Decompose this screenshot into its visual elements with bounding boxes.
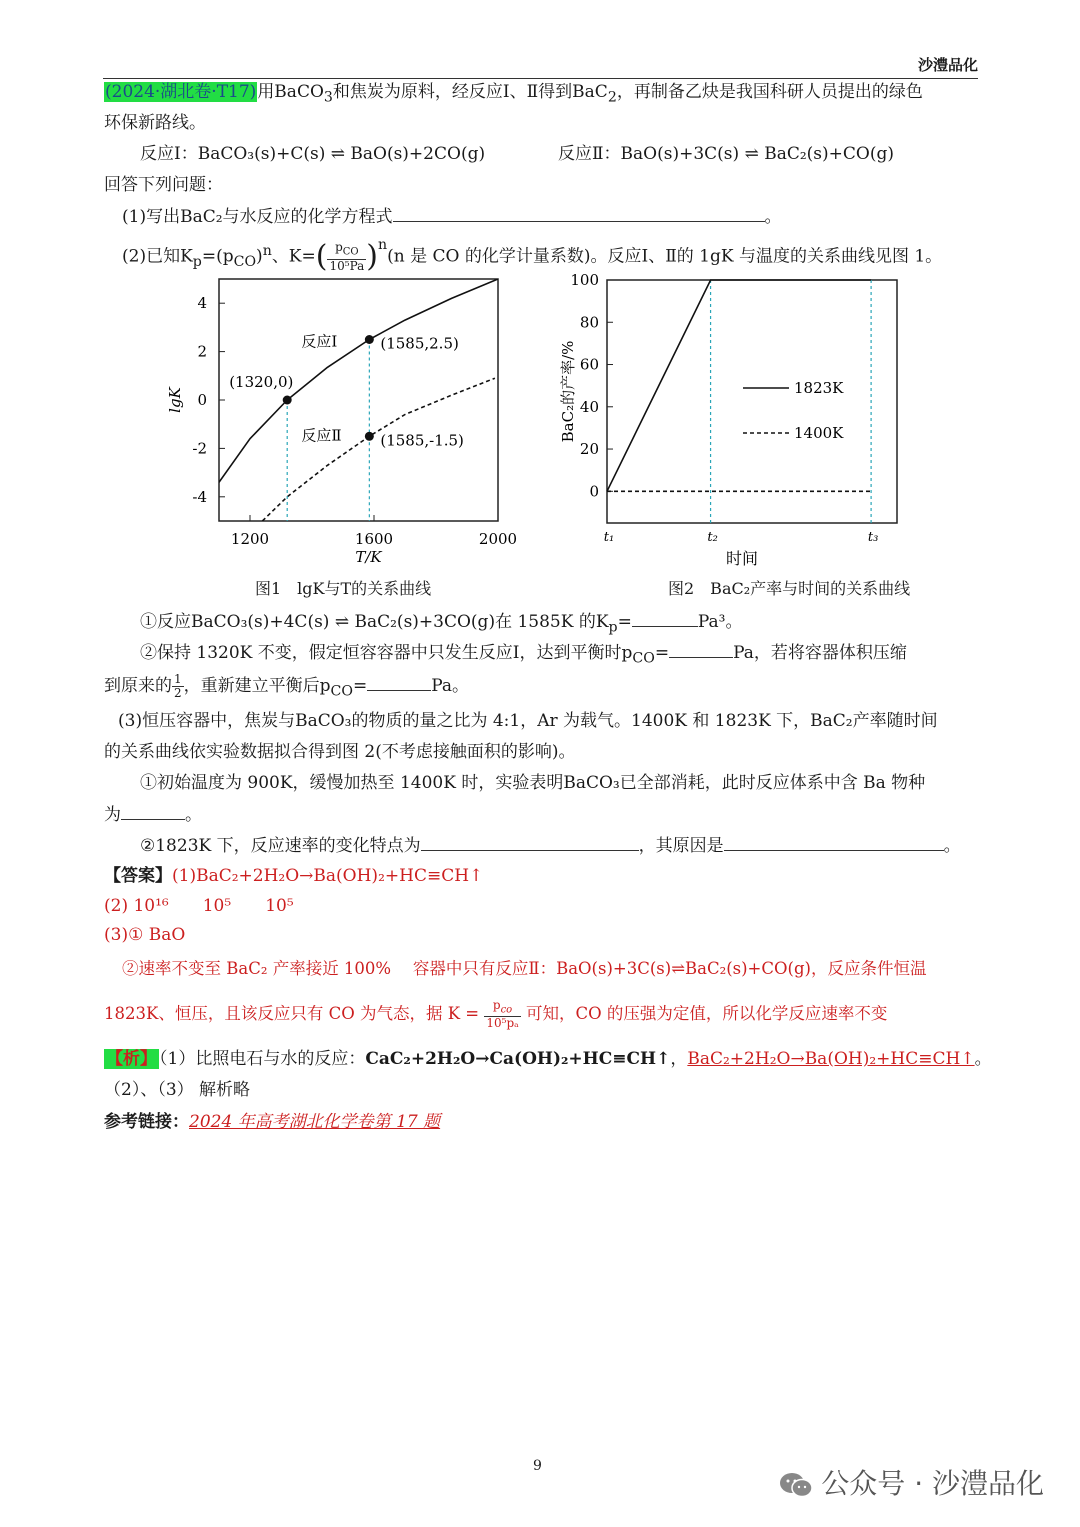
answer-blank-q3-1[interactable] [121,801,185,820]
intro-text-1: 用BaCO [257,82,324,102]
q2-1-text: ①反应BaCO₃(s)+4C(s) ⇌ BaC₂(s)+3CO(g)在 1585K 的K [140,612,609,632]
series-line-1 [262,378,495,521]
q2-text-c: ) [256,246,263,267]
y-tick-label: 40 [579,397,599,416]
analysis-line-1 [104,1046,992,1072]
question-2-2: ②保持 1320K 不变，假定恒容容器中只发生反应Ⅰ，达到平衡时$p_{CO}= Pa$，若将容器体积压缩 [140,639,907,671]
q3-2-text-a: ②1823K 下，反应速率的变化特点为 [140,836,421,856]
answer-blank-q2-1[interactable] [632,608,698,627]
problem-intro-line2: 环保新路线。 [104,113,206,133]
y-axis-label: lgK [166,387,184,413]
answer-3-2-text-b: 可知，CO 的压强为定值，所以化学反应速率不变 [526,1004,888,1023]
answer-prompt: 回答下列问题： [104,175,223,195]
analysis-separator: ， [670,1049,688,1069]
q3-2-end: 。 [943,836,961,856]
x-axis-label: T/K [355,548,382,566]
answer-label: 【答案】 [104,866,172,886]
answer-3-1: (3)① BaO [104,925,186,945]
problem-intro-line1: (2024·湖北卷·T17)用BaCO$_3$和焦炭为原料，经反应Ⅰ、Ⅱ得到BaC$_2$，再制备乙炔是我国科研人员提出的绿色 [105,82,923,106]
question-3-line2: 的关系曲线依实验数据拟合得到图 2(不考虑接触面积的影响)。 [104,742,576,762]
answer-3-2-line1: ②速率不变至 BaC₂ 产率接近 100% 容器中只有反应Ⅱ：BaO(s)+3C(s)⇌BaC₂(s)+CO(g)，反应条件恒温 [122,959,927,978]
legend-label-1400k: 1400K [794,424,844,442]
analysis-equation-2: BaC₂+2H₂O→Ba(OH)₂+HC≡CH↑ [687,1049,975,1069]
question-1-end: 。 [764,207,782,227]
q2-text-e: (n 是 CO 的化学计量系数)。反应Ⅰ、Ⅱ的 1gK 与温度的关系曲线见图 1。 [387,246,943,267]
watermark [779,1462,1044,1502]
x-tick-label: 1600 [354,530,394,548]
answer-blank-q2-2b[interactable] [367,672,431,691]
y-tick-label: 2 [197,342,207,361]
question-1-text: (1)写出BaC₂与水反应的化学方程式 [122,207,393,227]
analysis-equation: CaC₂+2H₂O→Ca(OH)₂+HC≡CH↑ [365,1049,671,1069]
y-tick-label: 0 [197,391,207,409]
q2-2-text-d: ，重新建立平衡后p [183,676,331,696]
figure-2-caption: 图2 BaC₂产率与时间的关系曲线 [668,579,911,598]
watermark-text: 公众号 · 沙澧品化 [821,1467,1044,1500]
reference-label: 参考链接： [104,1112,189,1132]
point-label-1585-2.5: (1585,2.5) [380,334,459,353]
point-label-1320: (1320,0) [229,373,294,391]
answer-blank-q1[interactable] [393,203,765,222]
analysis-label: 【析】 [106,1049,157,1069]
q2-text-b: =(p [201,246,234,267]
question-3-1-cont [104,801,202,828]
answer-3-2-line2: 1823K、恒压，且该反应只有 CO 为气态，据 K = $\frac{p_{co}}{\text{10⁵pₐ}}$ 可知，CO 的压强为定值，所以化学反应速率不变 [104,997,888,1031]
q2-1-end: Pa³。 [697,612,743,632]
q2-text-a: (2)已知K [122,246,193,267]
question-3-line1: (3)恒压容器中，焦炭与BaCO₃的物质的量之比为 4:1，Ar 为载气。1400K 和 1823K 下，BaC₂产率随时间 [118,711,938,731]
data-point-0 [283,396,292,405]
answer-blank-q3-2b[interactable] [724,832,944,851]
x-tick-label: t₁ [603,530,615,545]
question-1 [122,203,782,230]
question-2: (2)已知$K_p=(p_{CO})^n$、K=( $\frac{p_{CO}}{\text{10⁵Pa}}$ )$^n$(n 是 CO 的化学计量系数)。反应Ⅰ、Ⅱ的 1gK 与温度的关系曲线见图 1。 [122,237,943,275]
answer-3-2-text-a: 1823K、恒压，且该反应只有 CO 为气态，据 [104,1004,443,1023]
figure-2-yield-vs-time [555,268,915,578]
answer-line-1 [104,863,483,889]
x-tick-label: 2000 [478,530,518,548]
q2-2-text-b: Pa，若将容器体积压缩 [733,643,907,663]
series-label-reaction-1: 反应Ⅰ [301,332,338,351]
point-label-1585-neg1.5: (1585,-1.5) [380,431,464,450]
data-point-2 [365,432,374,441]
q3-1-text-b: 为 [104,805,121,825]
reaction-1: 反应Ⅰ：BaCO₃(s)+C(s) ⇌ BaO(s)+2CO(g) [140,144,486,164]
page-number: 9 [533,1458,542,1474]
question-2-1: ①反应BaCO₃(s)+4C(s) ⇌ BaC₂(s)+3CO(g)在 1585K 的$K_p= Pa^3$。 [140,608,742,640]
answer-1: (1)BaC₂+2H₂O→Ba(OH)₂+HC≡CH↑ [172,866,484,886]
q3-1-end: 。 [185,805,202,825]
figure-1-lgk-vs-t [160,268,530,568]
reference-line [104,1109,440,1135]
answer-fraction: $\frac{p_{co}}{\text{10⁵pₐ}}$ [486,997,519,1031]
y-tick-label: 100 [570,271,599,289]
analysis-end: 。 [974,1049,992,1069]
answer-2: (2) 10¹⁶ 10⁵ 10⁵ [104,896,294,916]
header-brand: 沙澧品化 [917,56,978,74]
source-tag: (2024·湖北卷·T17) [105,82,257,102]
question-3-1: ①初始温度为 900K，缓慢加热至 1400K 时，实验表明BaCO₃已全部消耗，此时反应体系中含 Ba 物种 [140,773,926,793]
q2-2-text-a: ②保持 1320K 不变，假定恒容容器中只发生反应Ⅰ，达到平衡时p [140,643,633,663]
intro-text-2: 和焦炭为原料，经反应Ⅰ、Ⅱ得到BaC [332,82,608,102]
data-point-1 [365,335,374,344]
x-tick-label: t₃ [867,530,879,545]
answer-blank-q2-2a[interactable] [669,639,733,658]
series-label-reaction-2: 反应Ⅱ [301,426,342,445]
q2-text-d: 、K= [271,246,316,267]
analysis-text: （1）比照电石与水的反应： [159,1049,366,1069]
q3-2-text-b: ，其原因是 [638,836,724,856]
q2-2-text-e: Pa。 [431,676,470,696]
y-axis-label: BaC₂的产率/% [559,340,577,443]
reaction-2: 反应Ⅱ：BaO(s)+3C(s) ⇌ BaC₂(s)+CO(g) [558,144,894,164]
wechat-icon [779,1471,813,1499]
legend-label-1823k: 1823K [794,379,844,397]
y-tick-label: 4 [197,294,207,313]
x-tick-label: t₂ [707,530,718,545]
q2-2-text-c: 到原来的 [104,676,172,696]
y-tick-label: -4 [192,487,207,506]
y-tick-label: 0 [589,482,599,501]
y-tick-label: 20 [579,440,599,459]
reference-link[interactable]: 2024 年高考湖北化学卷第 17 题 [189,1112,441,1132]
question-3-2 [140,832,961,859]
y-tick-label: -2 [192,439,207,458]
x-tick-label: 1200 [230,530,270,548]
q2-fraction: $\frac{p_{CO}}{\text{10⁵Pa}}$ [329,240,365,273]
x-axis-label: 时间 [725,549,759,568]
intro-text-3: ，再制备乙炔是我国科研人员提出的绿色 [616,82,923,102]
answer-blank-q3-2a[interactable] [421,832,639,851]
y-tick-label: 60 [579,355,599,374]
figure-1-caption: 图1 lgK与T的关系曲线 [255,579,432,598]
analysis-line-2: （2）、（3） 解析略 [104,1080,251,1100]
question-2-2-cont: 到原来的 $\frac{1}{2}$ ，重新建立平衡后$p_{CO}= Pa$。 [104,672,470,700]
y-tick-label: 80 [579,313,599,332]
plot-frame [219,279,498,521]
one-half-fraction: $\frac{1}{2}$ [174,672,182,700]
